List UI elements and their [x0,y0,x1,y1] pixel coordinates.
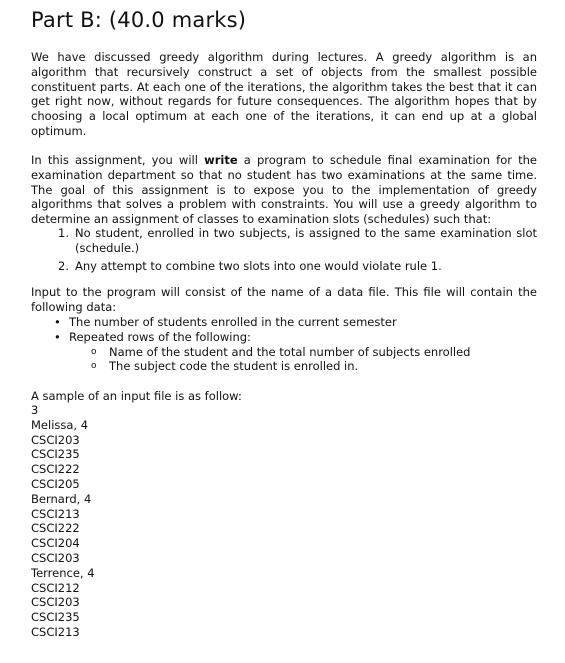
intro-paragraph: We have discussed greedy algorithm during lectures. A greedy algorithm is an algorithm that recursively construct a set of objects from the smallest possible constituent parts. At each one of the iterations, the algorithm takes the best that it can get right now, without regards for future consequences. The algorithm hopes that by choosing a local optimum at each one of the iterations, it can end up at a global optimum. [31,50,537,138]
input-subitem [69,359,537,374]
circle-bullet-icon: o [91,361,97,372]
input-data-item [31,315,537,330]
rule-item [31,226,537,256]
rule-number: 1. [58,226,69,240]
rule-number: 2. [58,258,69,273]
bullet-icon: • [54,329,61,344]
assignment-paragraph [31,153,537,227]
sample-line: CSCI235 [31,610,80,625]
sample-line: CSCI212 [31,580,80,595]
sample-line: Melissa, 4 [31,417,89,432]
input-subitem-text: The subject code the student is enrolled in. [109,359,359,374]
input-subitem-list [69,345,537,375]
sample-input-file [31,403,95,640]
sample-line: Bernard, 4 [31,491,92,506]
sample-line: CSCI222 [31,521,80,536]
sample-line: CSCI203 [31,595,80,610]
input-paragraph: Input to the program will consist of the name of a data file. This file will contain the following data: [31,285,537,314]
input-data-item [31,330,537,374]
assignment-bold-write: write [204,153,238,167]
assignment-text-after: a program to schedule final examination for the examination department so that no student has two examinations at the same time. The goal of this assignment is to expose you to the implementation of greedy algorithms that solves a problem with constraints. You will use a greedy algorithm to determine an assignment of classes to examination slots (schedules) such that: [31,153,537,227]
rule-text: No student, enrolled in two subjects, is assigned to the same examination slot (schedule.) [75,226,537,255]
rule-item [31,259,537,274]
rule-text: Any attempt to combine two slots into one would violate rule 1. [75,258,442,273]
sample-line: CSCI203 [31,432,80,447]
input-data-text: Repeated rows of the following: [69,329,251,344]
circle-bullet-icon: o [91,346,97,357]
sample-line: CSCI203 [31,550,80,565]
input-data-list [31,315,537,374]
sample-line: CSCI205 [31,476,80,491]
sample-line: CSCI222 [31,462,80,477]
sample-line: CSCI213 [31,506,80,521]
rules-list [31,226,537,273]
bullet-icon: • [54,315,61,329]
input-subitem-text: Name of the student and the total number of subjects enrolled [109,344,471,359]
sample-line: 3 [31,403,39,417]
section-title: Part B: (40.0 marks) [31,8,247,32]
sample-intro-paragraph: A sample of an input file is as follow: [31,389,242,403]
input-subitem [69,345,537,360]
input-data-text: The number of students enrolled in the current semester [69,315,397,329]
sample-line: CSCI204 [31,536,80,551]
sample-line: CSCI235 [31,447,80,462]
sample-line: Terrence, 4 [31,565,95,580]
assignment-text-before: In this assignment, you will [31,153,205,167]
sample-line: CSCI213 [31,624,80,639]
